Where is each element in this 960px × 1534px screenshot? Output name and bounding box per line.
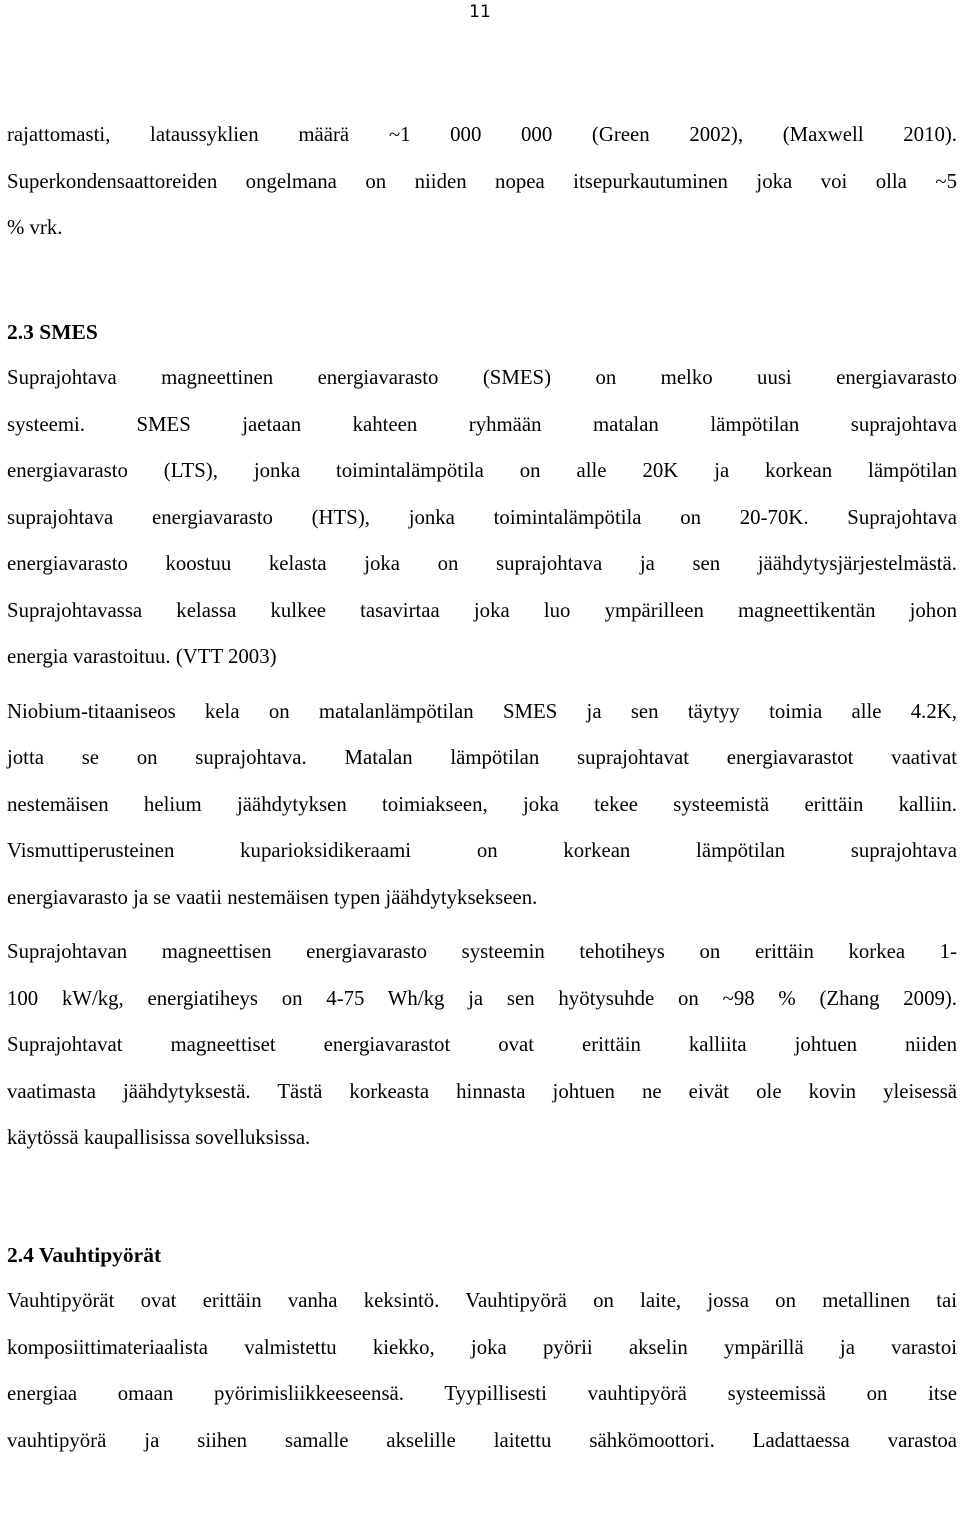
text-line: energiavarasto ja se vaatii nestemäisen typen jäähdytyksekseen. (7, 885, 538, 909)
text-line: rajattomasti, lataussyklien määrä ~1 000 000 (Green 2002), (Maxwell 2010). (7, 123, 957, 146)
text-line: suprajohtava energiavarasto (HTS), jonka toimintalämpötila on 20-70K. Suprajohtava (7, 505, 957, 529)
text-line: systeemi. SMES jaetaan kahteen ryhmään matalan lämpötilan suprajohtava (7, 412, 957, 436)
text-line: Suprajohtava magneettinen energiavarasto (SMES) on melko uusi energiavarasto (7, 366, 957, 389)
text-line: nestemäisen helium jäähdytyksen toimiakseen, joka tekee systeemistä erittäin kalliin. (7, 792, 957, 816)
paragraph-niobium (7, 689, 957, 922)
text-line: energiavarasto koostuu kelasta joka on suprajohtava ja sen jäähdytysjärjestelmästä. (7, 552, 957, 575)
page-number: 11 (469, 2, 491, 22)
text-line: Vismuttiperusteinen kuparioksidikeraami on korkean lämpötilan suprajohtava (7, 839, 957, 862)
text-line: Suprajohtavassa kelassa kulkee tasavirtaa joka luo ympärilleen magneettikentän johon (7, 598, 957, 622)
text-line: Vauhtipyörät ovat erittäin vanha keksintö. Vauhtipyörä on laite, jossa on metallinen tai (7, 1289, 957, 1312)
paragraph-smes-intro (7, 355, 957, 681)
text-line: energiavarasto (LTS), jonka toimintalämpötila on alle 20K ja korkean lämpötilan (7, 459, 957, 482)
text-line: jotta se on suprajohtava. Matalan lämpötilan suprajohtavat energiavarastot vaativat (7, 746, 957, 769)
section-heading-smes: 2.3 SMES (7, 319, 98, 344)
document-body (7, 112, 957, 1464)
text-line: energia varastoituu. (VTT 2003) (7, 645, 277, 668)
text-line: 100 kW/kg, energiatiheys on 4-75 Wh/kg ja sen hyötysuhde on ~98 % (Zhang 2009). (7, 986, 957, 1010)
text-line: Niobium-titaaniseos kela on matalanlämpötilan SMES ja sen täytyy toimia alle 4.2K, (7, 699, 957, 723)
text-line: käytössä kaupallisissa sovelluksissa. (7, 1126, 311, 1149)
text-line: Suprajohtavat magneettiset energiavarastot ovat erittäin kalliita johtuen niiden (7, 1033, 957, 1056)
text-line: % vrk. (7, 216, 63, 239)
text-line: vaatimasta jäähdytyksestä. Tästä korkeasta hinnasta johtuen ne eivät ole kovin yleisessä (7, 1079, 957, 1103)
text-line: Superkondensaattoreiden ongelmana on niiden nopea itsepurkautuminen joka voi olla ~5 (7, 169, 957, 193)
paragraph-flywheels (7, 1278, 957, 1464)
text-line: energiaa omaan pyörimisliikkeeseensä. Tyypillisesti vauhtipyörä systeemissä on itse (7, 1382, 957, 1405)
paragraph-intro (7, 112, 957, 252)
text-line: komposiittimateriaalista valmistettu kiekko, joka pyörii akselin ympärillä ja varastoi (7, 1335, 957, 1359)
section-heading-flywheels: 2.4 Vauhtipyörät (7, 1242, 162, 1267)
paragraph-efficiency (7, 929, 957, 1162)
text-line: Suprajohtavan magneettisen energiavarasto systeemin tehotiheys on erittäin korkea 1- (7, 940, 957, 963)
text-line: vauhtipyörä ja siihen samalle akselille laitettu sähkömoottori. Ladattaessa varastoa (7, 1428, 957, 1452)
